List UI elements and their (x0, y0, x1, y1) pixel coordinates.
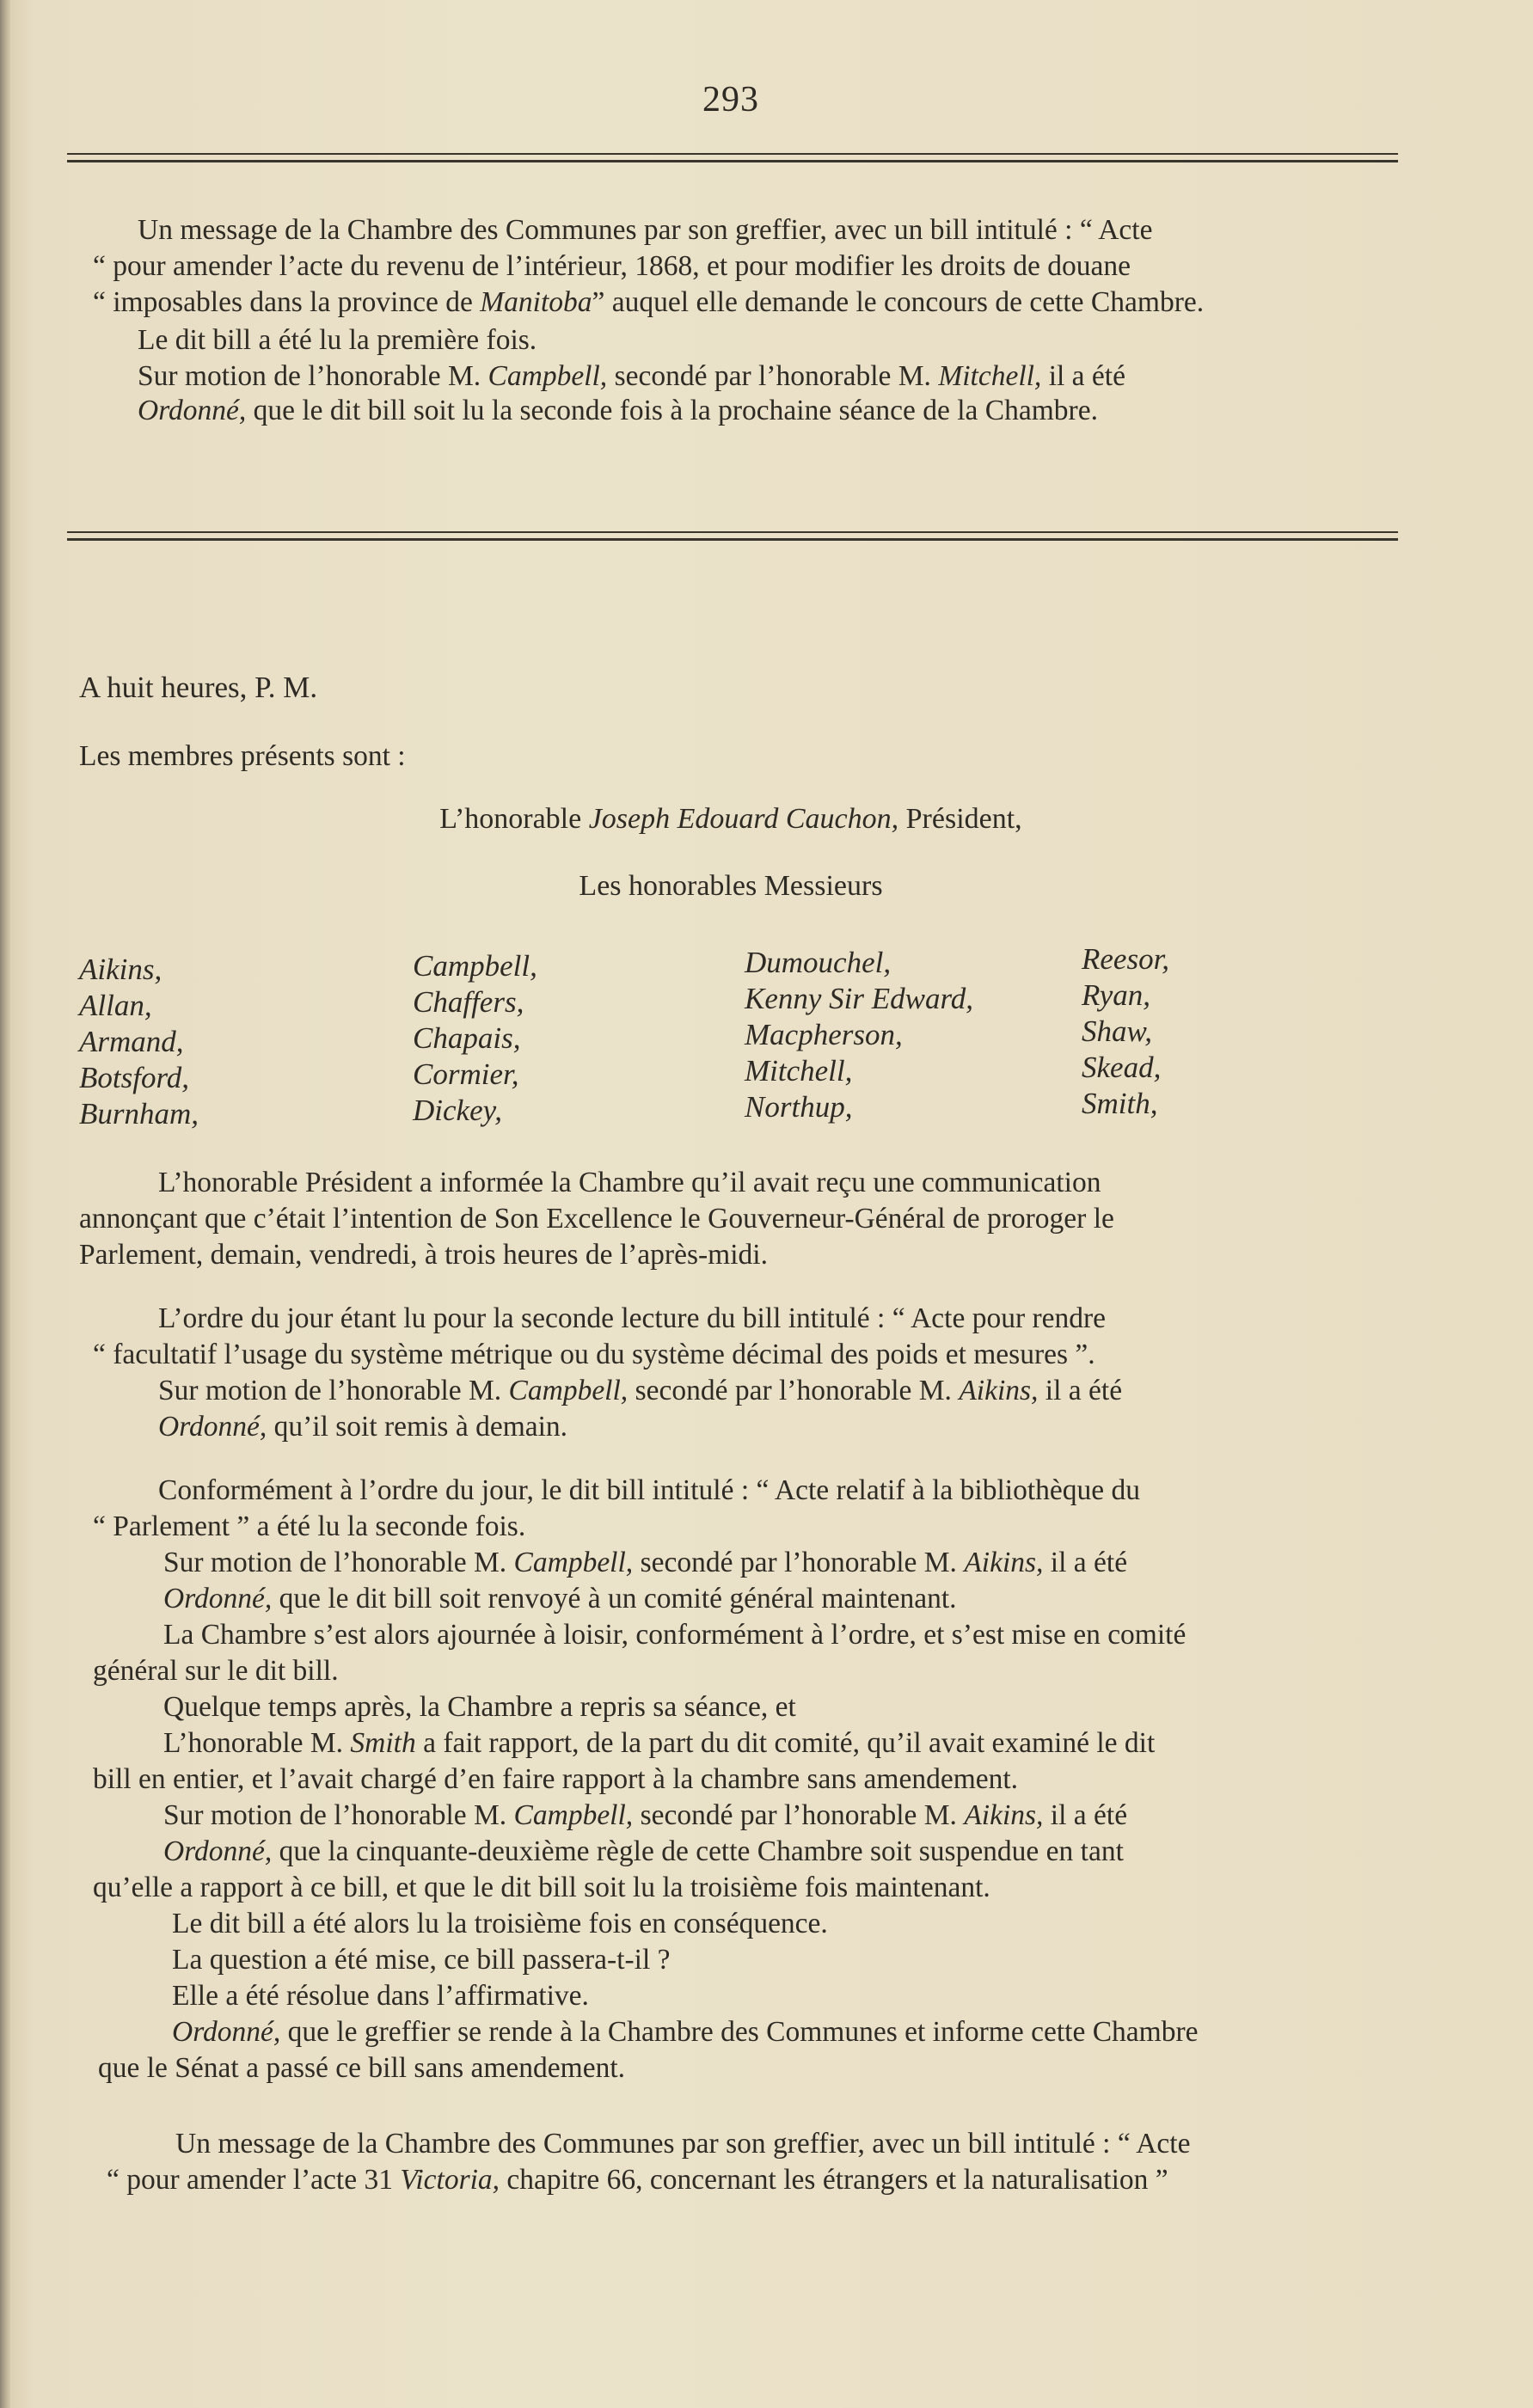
motion-line: Sur motion de l’honorable M. Campbell, secondé par l’honorable M. Mitchell, il a été (138, 360, 1125, 392)
library-bill-line-13: Le dit bill a été alors lu la troisième fois en conséquence. (172, 1908, 828, 1939)
page-binding-edge (0, 0, 10, 2408)
member-name: Burnham, (79, 1097, 199, 1130)
library-bill-line-6: général sur le dit bill. (93, 1655, 339, 1687)
member-name: Macpherson, (745, 1018, 903, 1051)
order-day-line-4: Ordonné, qu’il soit remis à demain. (158, 1411, 568, 1443)
first-reading-line: Le dit bill a été lu la première fois. (138, 324, 537, 356)
member-name: Chapais, (413, 1021, 521, 1055)
message-line-3: “ imposables dans la province de Manitoba” auquel elle demande le concours de cette Chambre. (93, 286, 1205, 318)
library-bill-line-17: que le Sénat a passé ce bill sans amendement. (98, 2052, 626, 2084)
member-name: Ryan, (1082, 978, 1151, 1012)
prorogation-line-1: L’honorable Président a informée la Chambre qu’il avait reçu une communication (158, 1167, 1101, 1198)
member-name: Mitchell, (745, 1054, 853, 1088)
order-day-line-3: Sur motion de l’honorable M. Campbell, secondé par l’honorable M. Aikins, il a été (158, 1375, 1123, 1406)
member-name: Botsford, (79, 1061, 190, 1094)
prorogation-line-3: Parlement, demain, vendredi, à trois heures de l’après-midi. (79, 1239, 768, 1271)
library-bill-line-1: Conformément à l’ordre du jour, le dit bill intitulé : “ Acte relatif à la bibliothèque du (158, 1474, 1140, 1506)
library-bill-line-5: La Chambre s’est alors ajournée à loisir, conformément à l’ordre, et s’est mise en comité (163, 1619, 1187, 1651)
member-name: Allan, (79, 989, 152, 1022)
members-present-label: Les membres présents sont : (79, 740, 406, 772)
member-name: Campbell, (413, 949, 537, 983)
member-name: Chaffers, (413, 985, 524, 1019)
member-name: Armand, (79, 1025, 184, 1058)
library-bill-line-10: Sur motion de l’honorable M. Campbell, secondé par l’honorable M. Aikins, il a été (163, 1799, 1128, 1831)
message-line-1: Un message de la Chambre des Communes par son greffier, avec un bill intitulé : “ Acte (138, 214, 1153, 246)
naturalisation-line-2: “ pour amender l’acte 31 Victoria, chapitre 66, concernant les étrangers et la naturalisation ” (107, 2164, 1168, 2196)
session-time: A huit heures, P. M. (79, 671, 318, 704)
library-bill-line-15: Elle a été résolue dans l’affirmative. (172, 1980, 589, 2012)
member-name: Northup, (745, 1090, 853, 1124)
library-bill-line-7: Quelque temps après, la Chambre a repris sa séance, et (163, 1691, 796, 1723)
president-line: L’honorable Joseph Edouard Cauchon, Président, (439, 803, 1022, 835)
messieurs-heading: Les honorables Messieurs (579, 870, 883, 902)
member-name: Skead, (1082, 1051, 1162, 1084)
library-bill-line-8: L’honorable M. Smith a fait rapport, de la part du dit comité, qu’il avait examiné le dit (163, 1727, 1156, 1759)
prorogation-line-2: annonçant que c’était l’intention de Son Excellence le Gouverneur-Général de proroger le (79, 1203, 1114, 1235)
member-name: Reesor, (1082, 942, 1170, 976)
member-name: Smith, (1082, 1087, 1158, 1120)
library-bill-line-12: qu’elle a rapport à ce bill, et que le dit bill soit lu la troisième fois maintenant. (93, 1872, 990, 1903)
message-line-2: “ pour amender l’acte du revenu de l’intérieur, 1868, et pour modifier les droits de douane (93, 250, 1131, 282)
member-name: Kenny Sir Edward, (745, 982, 974, 1015)
order-day-line-1: L’ordre du jour étant lu pour la seconde lecture du bill intitulé : “ Acte pour rendre (158, 1302, 1107, 1334)
library-bill-line-11: Ordonné, que la cinquante-deuxième règle de cette Chambre soit suspendue en tant (163, 1835, 1124, 1867)
library-bill-line-9: bill en entier, et l’avait chargé d’en faire rapport à la chambre sans amendement. (93, 1763, 1019, 1795)
section-divider (67, 531, 1398, 543)
naturalisation-line-1: Un message de la Chambre des Communes par son greffier, avec un bill intitulé : “ Acte (175, 2128, 1191, 2160)
member-name: Dickey, (413, 1094, 502, 1127)
member-name: Aikins, (79, 953, 162, 986)
library-bill-line-14: La question a été mise, ce bill passera-t-il ? (172, 1944, 671, 1976)
order-line: Ordonné, que le dit bill soit lu la seconde fois à la prochaine séance de la Chambre. (138, 395, 1098, 426)
member-name: Dumouchel, (745, 946, 892, 979)
page-number: 293 (702, 80, 759, 119)
library-bill-line-4: Ordonné, que le dit bill soit renvoyé à un comité général maintenant. (163, 1583, 957, 1615)
member-name: Shaw, (1082, 1014, 1152, 1048)
section-divider (67, 153, 1398, 165)
library-bill-line-16: Ordonné, que le greffier se rende à la Chambre des Communes et informe cette Chambre (172, 2016, 1199, 2048)
member-name: Cormier, (413, 1057, 519, 1091)
order-day-line-2: “ facultatif l’usage du système métrique ou du système décimal des poids et mesures ”. (93, 1339, 1095, 1370)
library-bill-line-3: Sur motion de l’honorable M. Campbell, secondé par l’honorable M. Aikins, il a été (163, 1547, 1128, 1578)
library-bill-line-2: “ Parlement ” a été lu la seconde fois. (93, 1510, 526, 1542)
